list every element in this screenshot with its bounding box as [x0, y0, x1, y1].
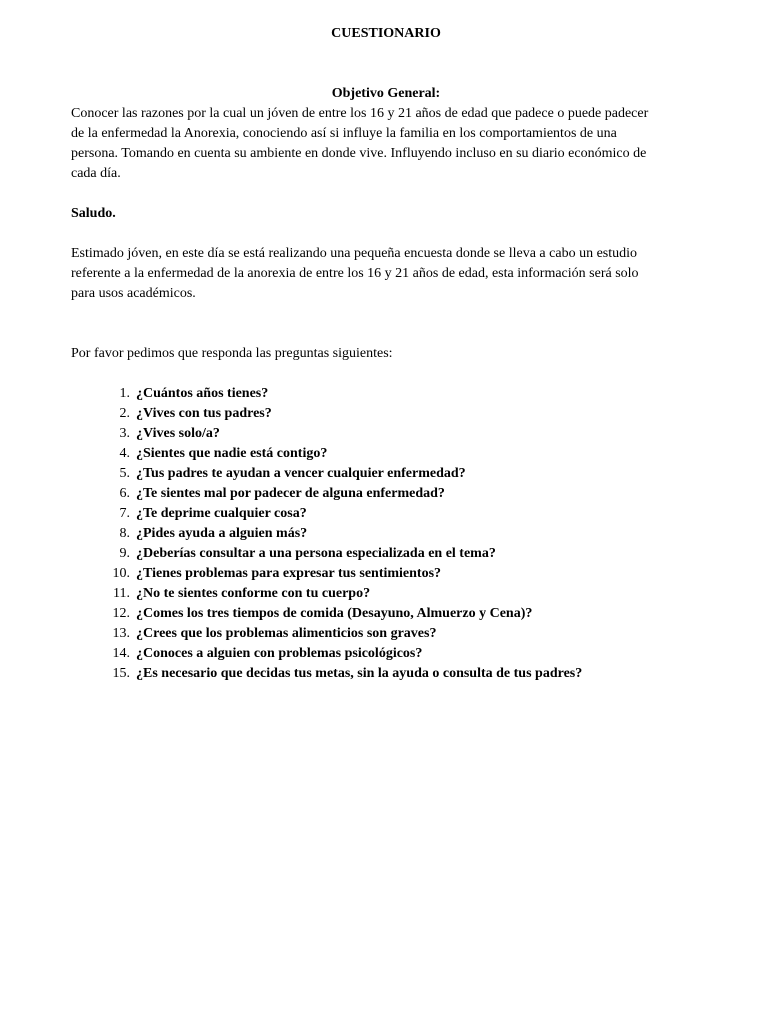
question-text: ¿Te deprime cualquier cosa?	[136, 506, 307, 521]
question-text: ¿Sientes que nadie está contigo?	[136, 446, 328, 461]
document-page	[71, 24, 701, 684]
question-item	[71, 604, 701, 624]
question-number: 9.	[119, 546, 130, 561]
question-number: 1.	[119, 386, 130, 401]
question-text: ¿Deberías consultar a una persona especializada en el tema?	[136, 546, 496, 561]
question-item	[71, 664, 701, 684]
question-item	[71, 424, 701, 444]
question-text: ¿Vives con tus padres?	[136, 406, 272, 421]
question-text: ¿Pides ayuda a alguien más?	[136, 526, 308, 541]
question-text: ¿Tienes problemas para expresar tus sentimientos?	[136, 566, 442, 581]
question-number: 3.	[119, 426, 130, 441]
saludo-line: Estimado jóven, en este día se está realizando una pequeña encuesta donde se lleva a cabo un estudio	[71, 246, 638, 261]
question-number: 2.	[119, 406, 130, 421]
question-item	[71, 644, 701, 664]
question-number: 6.	[119, 486, 130, 501]
objective-line: de la enfermedad la Anorexia, conociendo así si influye la familia en los comportamientos de una	[71, 126, 617, 141]
question-number: 5.	[119, 466, 130, 481]
question-text: ¿Es necesario que decidas tus metas, sin la ayuda o consulta de tus padres?	[136, 666, 583, 681]
question-number: 7.	[119, 506, 130, 521]
question-item	[71, 624, 701, 644]
question-item	[71, 464, 701, 484]
saludo-paragraph	[71, 244, 701, 304]
question-number: 11.	[113, 586, 130, 601]
question-item	[71, 444, 701, 464]
question-item	[71, 584, 701, 604]
question-list	[71, 384, 701, 684]
question-item	[71, 564, 701, 584]
question-number: 13.	[112, 626, 130, 641]
question-item	[71, 404, 701, 424]
question-number: 10.	[112, 566, 130, 581]
document-title: CUESTIONARIO	[331, 26, 441, 41]
question-item	[71, 544, 701, 564]
question-text: ¿No te sientes conforme con tu cuerpo?	[136, 586, 371, 601]
question-text: ¿Crees que los problemas alimenticios son graves?	[136, 626, 437, 641]
question-text: ¿Te sientes mal por padecer de alguna enfermedad?	[136, 486, 445, 501]
objective-line: persona. Tomando en cuenta su ambiente en donde vive. Influyendo incluso en su diario económico de	[71, 146, 647, 161]
objective-heading: Objetivo General:	[331, 86, 441, 101]
question-text: ¿Vives solo/a?	[136, 426, 220, 441]
objective-line: cada día.	[71, 166, 121, 181]
question-text: ¿Cuántos años tienes?	[136, 386, 269, 401]
saludo-line: referente a la enfermedad de la anorexia de entre los 16 y 21 años de edad, esta información será solo	[71, 266, 639, 281]
question-number: 12.	[112, 606, 130, 621]
question-number: 4.	[119, 446, 130, 461]
question-number: 15.	[112, 666, 130, 681]
objective-paragraph	[71, 104, 701, 184]
question-item	[71, 524, 701, 544]
question-number: 14.	[112, 646, 130, 661]
instruction-text: Por favor pedimos que responda las preguntas siguientes:	[71, 346, 393, 361]
question-text: ¿Conoces a alguien con problemas psicológicos?	[136, 646, 423, 661]
question-number: 8.	[119, 526, 130, 541]
saludo-line: para usos académicos.	[71, 286, 196, 301]
saludo-heading: Saludo.	[71, 206, 116, 221]
question-item	[71, 384, 701, 404]
question-text: ¿Comes los tres tiempos de comida (Desayuno, Almuerzo y Cena)?	[136, 606, 533, 621]
question-item	[71, 504, 701, 524]
objective-line: Conocer las razones por la cual un jóven de entre los 16 y 21 años de edad que padece o puede padecer	[71, 106, 649, 121]
question-text: ¿Tus padres te ayudan a vencer cualquier enfermedad?	[136, 466, 466, 481]
question-item	[71, 484, 701, 504]
